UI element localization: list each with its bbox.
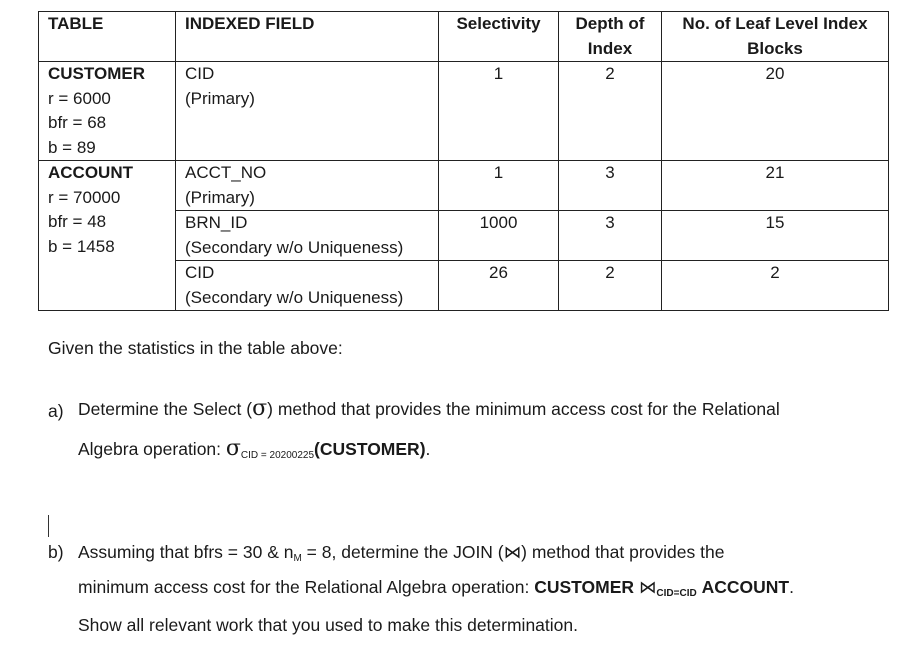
n-subscript: M [293, 553, 302, 564]
question-b-line2 [78, 577, 794, 599]
customer-cid-field [176, 62, 439, 161]
depth-cell: 3 [559, 211, 662, 261]
leaf-blocks-cell: 20 [662, 62, 889, 161]
account-bfr: bfr = 48 [48, 212, 107, 231]
account-cell [39, 161, 176, 311]
header-row [39, 12, 889, 62]
leaf-blocks-cell: 21 [662, 161, 889, 211]
header-selectivity: Selectivity [439, 12, 559, 62]
customer-cell [39, 62, 176, 161]
question-b-marker: b) [48, 542, 64, 562]
field-note: (Primary) [185, 88, 255, 108]
account-brn-id-field [176, 211, 439, 261]
question-a-text: . [425, 439, 431, 459]
join-condition: CID=CID [656, 588, 697, 599]
selectivity-cell: 1000 [439, 211, 559, 261]
question-a-text: Algebra operation: [78, 439, 226, 459]
header-table: TABLE [39, 12, 176, 62]
account-name: ACCOUNT [48, 163, 133, 182]
select-condition: CID = 20200225 [240, 450, 315, 461]
question-b-text: ) method that provides the [521, 542, 725, 562]
question-a-text: Determine the Select ( [78, 399, 253, 419]
header-leaf-blocks: No. of Leaf Level Index Blocks [662, 12, 889, 62]
selectivity-cell: 1 [439, 62, 559, 161]
header-indexed-field: INDEXED FIELD [176, 12, 439, 62]
question-b-line1 [78, 542, 724, 564]
customer-name: CUSTOMER [48, 64, 145, 83]
depth-cell: 3 [559, 161, 662, 211]
question-a-text: ) method that provides the minimum access cost for the Relational [267, 399, 780, 419]
selectivity-cell: 1 [439, 161, 559, 211]
customer-row [39, 62, 889, 161]
account-acct-no-field [176, 161, 439, 211]
leaf-blocks-cell: 2 [662, 261, 889, 311]
left-relation: CUSTOMER [534, 577, 635, 597]
account-r: r = 70000 [48, 187, 121, 207]
customer-r: r = 6000 [48, 88, 111, 108]
relation-name: (CUSTOMER) [314, 439, 426, 459]
customer-bfr: bfr = 68 [48, 113, 107, 132]
sigma-symbol: σ [225, 436, 241, 461]
field-note: (Secondary w/o Uniqueness) [185, 287, 404, 307]
intro-text: Given the statistics in the table above: [48, 338, 343, 358]
field-note: (Secondary w/o Uniqueness) [185, 237, 404, 257]
question-b-text: Assuming that bfrs = 30 & n [78, 542, 294, 562]
depth-cell: 2 [559, 62, 662, 161]
question-b-line3: Show all relevant work that you used to make this determination. [78, 615, 578, 635]
field-name: ACCT_NO [185, 163, 267, 182]
question-a-line1 [78, 398, 780, 420]
question-a-line2 [78, 438, 430, 461]
question-b-text: minimum access cost for the Relational Algebra operation: [78, 577, 535, 597]
join-icon: ⋈ [503, 543, 522, 563]
account-cid-field [176, 261, 439, 311]
account-b: b = 1458 [48, 236, 115, 256]
field-name: CID [185, 64, 215, 83]
field-name: CID [185, 263, 215, 282]
question-b-text: = 8, determine the JOIN ( [301, 542, 504, 562]
text-cursor [48, 515, 49, 537]
account-row-1 [39, 161, 889, 211]
question-b-text: . [789, 577, 794, 597]
question-a-marker: a) [48, 401, 64, 421]
join-icon: ⋈ [638, 578, 657, 598]
depth-cell: 2 [559, 261, 662, 311]
field-note: (Primary) [185, 187, 255, 207]
sigma-symbol: σ [252, 396, 268, 421]
header-depth: Depth of Index [559, 12, 662, 62]
customer-b: b = 89 [48, 137, 96, 157]
field-name: BRN_ID [185, 213, 248, 232]
statistics-table [38, 11, 889, 311]
leaf-blocks-cell: 15 [662, 211, 889, 261]
right-relation: ACCOUNT [701, 577, 790, 597]
selectivity-cell: 26 [439, 261, 559, 311]
